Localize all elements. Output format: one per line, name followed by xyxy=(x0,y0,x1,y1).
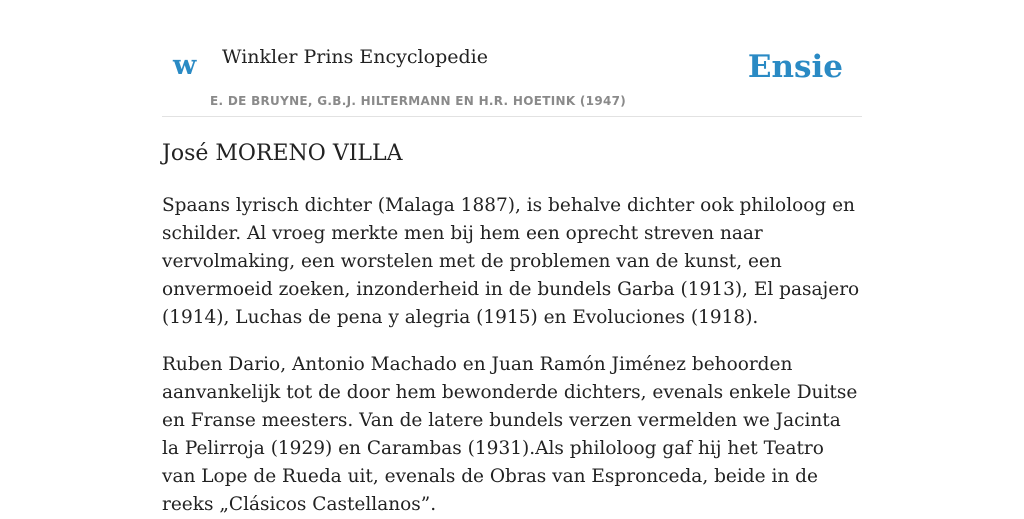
article-paragraph: Ruben Dario, Antonio Machado en Juan Ramón Jiménez behoorden aanvankelijk tot de door hem bewonderde dichters, evenals enkele Duitse en Franse meesters. Van de latere bundels verzen vermelden we Jacinta la Pelirroja (1929) en Carambas (1931).Als philoloog gaf hij het Teatro van Lope de Rueda uit, evenals de Obras van Espronceda, beide in de reeks „Clásicos Castellanos”. xyxy=(162,354,858,515)
article-paragraph: Spaans lyrisch dichter (Malaga 1887), is behalve dichter ook philoloog en schilder. Al vroeg merkte men bij hem een oprecht streven naar vervolmaking, een worstelen met de problemen van de kunst, een onvermoeid zoeken, inzonderheid in de bundels Garba (1913), El pasajero (1914), Luchas de pena y alegria (1915) en Evoluciones (1918). xyxy=(162,195,860,328)
article-title: José MORENO VILLA xyxy=(162,141,403,166)
page xyxy=(162,0,862,515)
brand-logo[interactable]: Ensie xyxy=(747,49,843,85)
logo-icon[interactable]: w xyxy=(173,50,197,81)
site-header xyxy=(162,0,862,117)
site-title[interactable]: Winkler Prins Encyclopedie xyxy=(222,46,488,68)
site-subtitle: E. DE BRUYNE, G.B.J. HILTERMANN EN H.R. HOETINK (1947) xyxy=(210,94,627,108)
